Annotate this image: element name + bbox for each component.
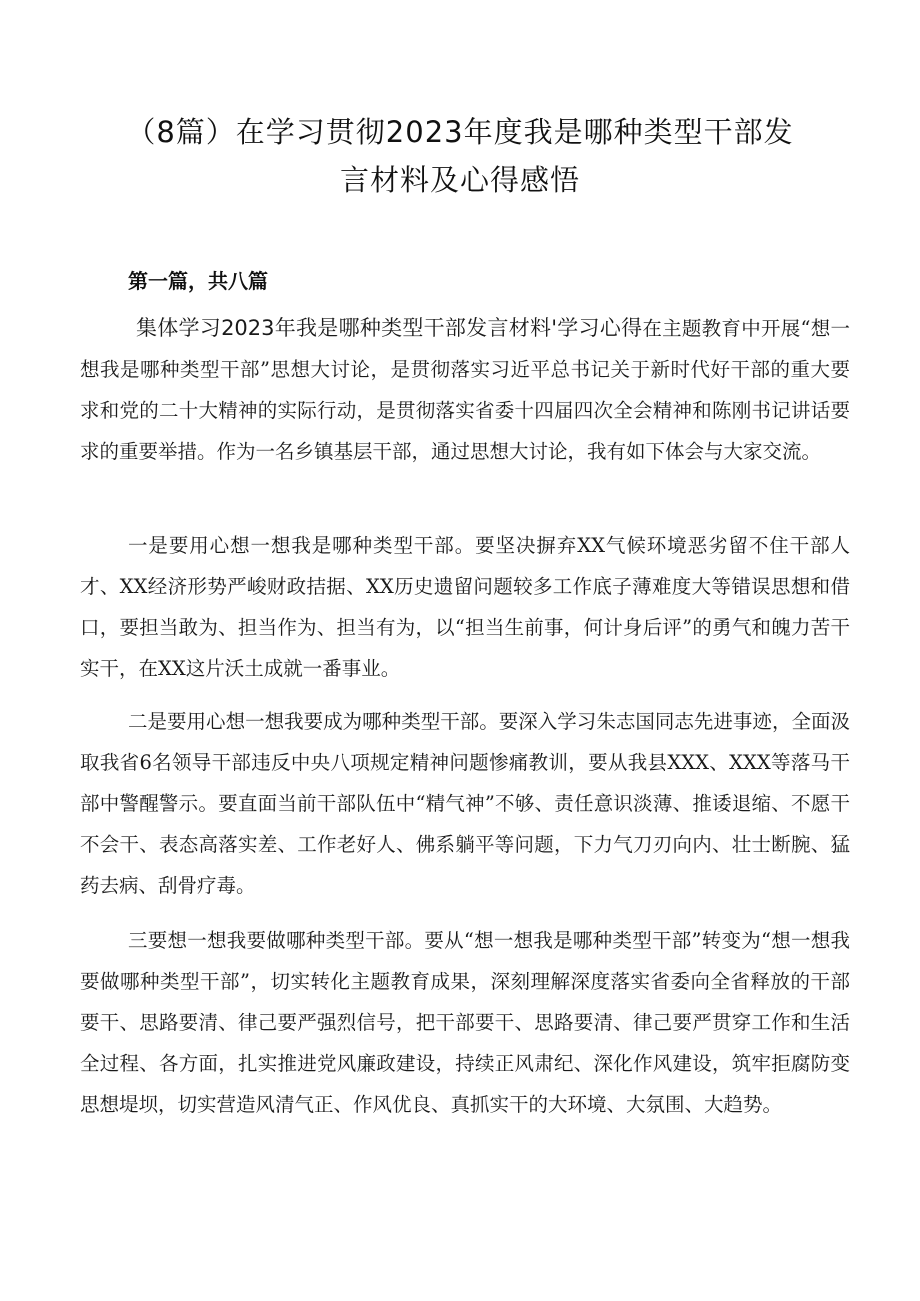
paragraph-2: 一是要用心想一想我是哪种类型干部。要坚决摒弃XX气候环境恶劣留不住干部人才、XX经济形势严峻财政拮据、XX历史遗留问题较多工作底子薄难度大等错误思想和借口，要担当敢为、担当作为、担当有为，以“担当生前事，何计身后评”的勇气和魄力苦干实干，在XX这片沃土成就一番事业。 <box>80 534 850 680</box>
paragraph-1-text: 在主题教育中开展“想一想我是哪种类型干部”思想大讨论，是贯彻落实习近平总书记关于新时代好干部的重大要求和党的二十大精神的实际行动，是贯彻落实省委十四届四次全会精神和陈刚书记讲话要求的重要举措。作为一名乡镇基层干部，通过思想大讨论，我有如下体会与大家交流。 <box>80 317 850 463</box>
paragraph-1 <box>80 308 850 472</box>
paragraph-3: 二是要用心想一想我要成为哪种类型干部。要深入学习朱志国同志先进事迹，全面汲取我省6名领导干部违反中央八项规定精神问题惨痛教训，要从我县XXX、XXX等落马干部中警醒警示。要直面当前干部队伍中“精气神”不够、责任意识淡薄、推诿退缩、不愿干不会干、表态高落实差、工作老好人、佛系躺平等问题，下力气刀刃向内、壮士断腕、猛药去病、刮骨疗毒。 <box>80 710 850 897</box>
title-line-2: 言材料及心得感悟 <box>339 163 580 197</box>
lead-title: 集体学习2023年我是哪种类型干部发言材料'学习心得 <box>136 316 643 340</box>
document-title <box>80 108 840 204</box>
section-heading: 第一篇，共八篇 <box>128 269 268 293</box>
paragraph-4: 三要想一想我要做哪种类型干部。要从“想一想我是哪种类型干部”转变为“想一想我要做哪种类型干部”，切实转化主题教育成果，深刻理解深度落实省委向全省释放的干部要干、思路要清、律己要严强烈信号，把干部要干、思路要清、律己要严贯穿工作和生活全过程、各方面，扎实推进党风廉政建设，持续正风肃纪、深化作风建设，筑牢拒腐防变思想堤坝，切实营造风清气正、作风优良、真抓实干的大环境、大氛围、大趋势。 <box>80 929 850 1116</box>
title-line-1: （8篇）在学习贯彻2023年度我是哪种类型干部发 <box>126 115 794 149</box>
